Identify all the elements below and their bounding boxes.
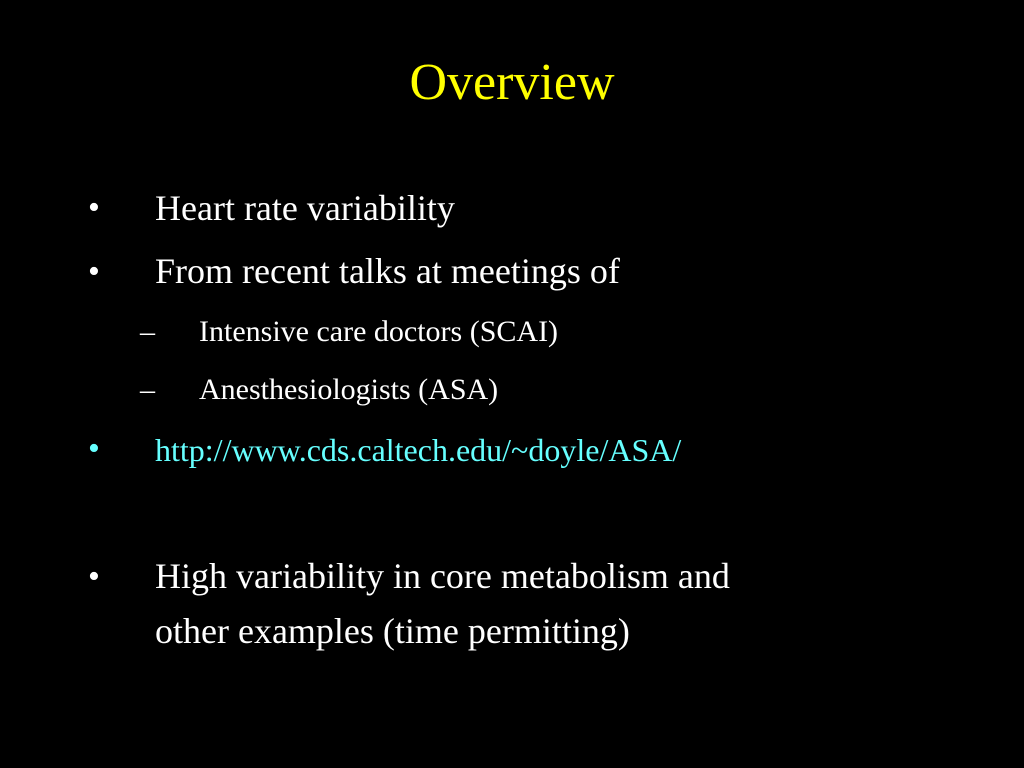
slide-title: Overview [409, 54, 615, 111]
sub-bullet-asa: Anesthesiologists (ASA) [199, 373, 499, 406]
bullet-heart-rate: Heart rate variability [155, 188, 455, 228]
bullet-marker: • [88, 189, 100, 226]
asa-link[interactable]: http://www.cds.caltech.edu/~doyle/ASA/ [155, 432, 682, 468]
link-bullet-marker: • [88, 430, 100, 467]
bullet-recent-talks: From recent talks at meetings of [155, 251, 620, 291]
sub-bullet-marker: – [140, 315, 155, 348]
bullet-high-variability-line1: High variability in core metabolism and [155, 556, 730, 596]
bullet-marker: • [88, 558, 100, 595]
bullet-high-variability-line2: other examples (time permitting) [155, 611, 630, 651]
sub-bullet-scai: Intensive care doctors (SCAI) [199, 315, 559, 348]
bullet-marker: • [88, 253, 100, 290]
sub-bullet-marker: – [140, 373, 155, 406]
